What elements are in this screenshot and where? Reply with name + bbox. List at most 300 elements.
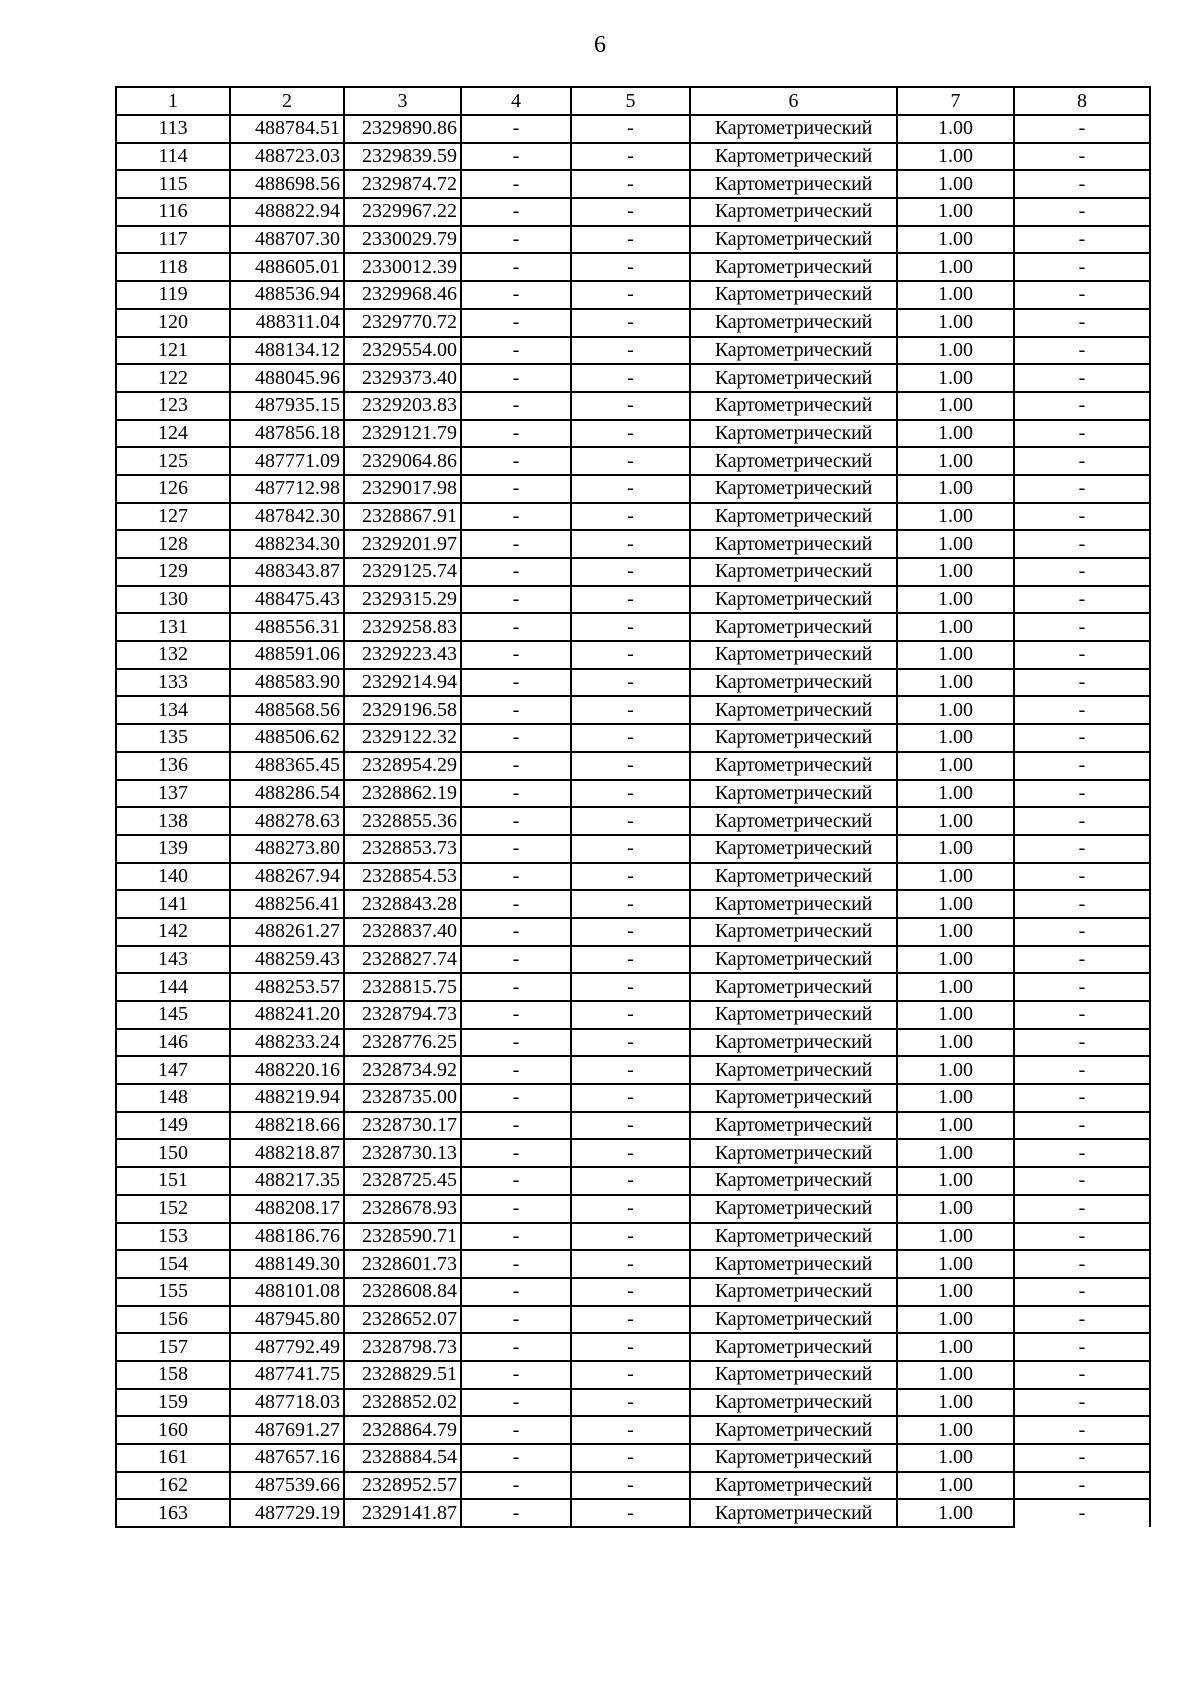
table-row bbox=[116, 1361, 1150, 1389]
column-4-cell: - bbox=[461, 420, 571, 448]
column-4-cell: - bbox=[461, 143, 571, 171]
method-cell: Картометрический bbox=[690, 1056, 897, 1084]
method-cell: Картометрический bbox=[690, 1444, 897, 1472]
x-coordinate-cell: 488605.01 bbox=[230, 253, 344, 281]
precision-cell: 1.00 bbox=[897, 1139, 1014, 1167]
precision-cell: 1.00 bbox=[897, 863, 1014, 891]
x-coordinate-cell: 488149.30 bbox=[230, 1250, 344, 1278]
precision-cell: 1.00 bbox=[897, 1306, 1014, 1334]
column-5-cell: - bbox=[571, 115, 690, 143]
y-coordinate-cell: 2328730.17 bbox=[344, 1112, 461, 1140]
point-number-cell: 152 bbox=[116, 1195, 230, 1223]
column-4-cell: - bbox=[461, 1223, 571, 1251]
y-coordinate-cell: 2329315.29 bbox=[344, 586, 461, 614]
column-4-cell: - bbox=[461, 641, 571, 669]
column-8-cell: - bbox=[1014, 170, 1150, 198]
y-coordinate-cell: 2328884.54 bbox=[344, 1444, 461, 1472]
column-5-cell: - bbox=[571, 143, 690, 171]
table-row bbox=[116, 503, 1150, 531]
y-coordinate-cell: 2330029.79 bbox=[344, 226, 461, 254]
precision-cell: 1.00 bbox=[897, 1361, 1014, 1389]
method-cell: Картометрический bbox=[690, 946, 897, 974]
column-4-cell: - bbox=[461, 1499, 571, 1527]
y-coordinate-cell: 2329258.83 bbox=[344, 613, 461, 641]
y-coordinate-cell: 2329874.72 bbox=[344, 170, 461, 198]
precision-cell: 1.00 bbox=[897, 724, 1014, 752]
precision-cell: 1.00 bbox=[897, 1389, 1014, 1417]
y-coordinate-cell: 2328678.93 bbox=[344, 1195, 461, 1223]
x-coordinate-cell: 488723.03 bbox=[230, 143, 344, 171]
table-row bbox=[116, 724, 1150, 752]
method-cell: Картометрический bbox=[690, 1195, 897, 1223]
column-8-cell: - bbox=[1014, 669, 1150, 697]
y-coordinate-cell: 2329141.87 bbox=[344, 1499, 461, 1527]
y-coordinate-cell: 2330012.39 bbox=[344, 253, 461, 281]
method-cell: Картометрический bbox=[690, 1139, 897, 1167]
method-cell: Картометрический bbox=[690, 1223, 897, 1251]
precision-cell: 1.00 bbox=[897, 946, 1014, 974]
column-8-cell: - bbox=[1014, 973, 1150, 1001]
column-4-cell: - bbox=[461, 1444, 571, 1472]
method-cell: Картометрический bbox=[690, 253, 897, 281]
precision-cell: 1.00 bbox=[897, 696, 1014, 724]
point-number-cell: 161 bbox=[116, 1444, 230, 1472]
column-4-cell: - bbox=[461, 1029, 571, 1057]
precision-cell: 1.00 bbox=[897, 1333, 1014, 1361]
point-number-cell: 143 bbox=[116, 946, 230, 974]
column-8-cell: - bbox=[1014, 946, 1150, 974]
x-coordinate-cell: 488273.80 bbox=[230, 835, 344, 863]
column-5-cell: - bbox=[571, 807, 690, 835]
precision-cell: 1.00 bbox=[897, 337, 1014, 365]
y-coordinate-cell: 2329203.83 bbox=[344, 392, 461, 420]
column-header: 3 bbox=[344, 87, 461, 115]
point-number-cell: 156 bbox=[116, 1306, 230, 1334]
method-cell: Картометрический bbox=[690, 696, 897, 724]
table-body bbox=[116, 87, 1150, 1527]
column-header: 8 bbox=[1014, 87, 1150, 115]
point-number-cell: 128 bbox=[116, 530, 230, 558]
column-4-cell: - bbox=[461, 253, 571, 281]
x-coordinate-cell: 487718.03 bbox=[230, 1389, 344, 1417]
column-4-cell: - bbox=[461, 1278, 571, 1306]
precision-cell: 1.00 bbox=[897, 530, 1014, 558]
table-row bbox=[116, 170, 1150, 198]
column-4-cell: - bbox=[461, 780, 571, 808]
column-8-cell: - bbox=[1014, 281, 1150, 309]
table-row bbox=[116, 1167, 1150, 1195]
column-8-cell: - bbox=[1014, 1112, 1150, 1140]
column-8-cell: - bbox=[1014, 1001, 1150, 1029]
column-8-cell: - bbox=[1014, 918, 1150, 946]
column-5-cell: - bbox=[571, 309, 690, 337]
column-8-cell: - bbox=[1014, 696, 1150, 724]
table-row bbox=[116, 696, 1150, 724]
column-4-cell: - bbox=[461, 1389, 571, 1417]
point-number-cell: 132 bbox=[116, 641, 230, 669]
column-4-cell: - bbox=[461, 364, 571, 392]
column-4-cell: - bbox=[461, 613, 571, 641]
column-8-cell: - bbox=[1014, 530, 1150, 558]
x-coordinate-cell: 488261.27 bbox=[230, 918, 344, 946]
column-5-cell: - bbox=[571, 1112, 690, 1140]
y-coordinate-cell: 2328735.00 bbox=[344, 1084, 461, 1112]
column-5-cell: - bbox=[571, 890, 690, 918]
x-coordinate-cell: 488475.43 bbox=[230, 586, 344, 614]
x-coordinate-cell: 488253.57 bbox=[230, 973, 344, 1001]
column-header: 2 bbox=[230, 87, 344, 115]
column-8-cell: - bbox=[1014, 420, 1150, 448]
method-cell: Картометрический bbox=[690, 1306, 897, 1334]
y-coordinate-cell: 2329890.86 bbox=[344, 115, 461, 143]
point-number-cell: 138 bbox=[116, 807, 230, 835]
column-8-cell: - bbox=[1014, 558, 1150, 586]
column-5-cell: - bbox=[571, 420, 690, 448]
point-number-cell: 163 bbox=[116, 1499, 230, 1527]
x-coordinate-cell: 488311.04 bbox=[230, 309, 344, 337]
column-5-cell: - bbox=[571, 752, 690, 780]
column-5-cell: - bbox=[571, 613, 690, 641]
table-row bbox=[116, 1499, 1150, 1527]
column-4-cell: - bbox=[461, 115, 571, 143]
x-coordinate-cell: 488218.87 bbox=[230, 1139, 344, 1167]
y-coordinate-cell: 2328855.36 bbox=[344, 807, 461, 835]
column-4-cell: - bbox=[461, 1250, 571, 1278]
y-coordinate-cell: 2329121.79 bbox=[344, 420, 461, 448]
table-row bbox=[116, 1278, 1150, 1306]
column-8-cell: - bbox=[1014, 1223, 1150, 1251]
column-8-cell: - bbox=[1014, 724, 1150, 752]
method-cell: Картометрический bbox=[690, 143, 897, 171]
column-4-cell: - bbox=[461, 918, 571, 946]
precision-cell: 1.00 bbox=[897, 281, 1014, 309]
precision-cell: 1.00 bbox=[897, 1167, 1014, 1195]
point-number-cell: 137 bbox=[116, 780, 230, 808]
method-cell: Картометрический bbox=[690, 807, 897, 835]
method-cell: Картометрический bbox=[690, 170, 897, 198]
table-row bbox=[116, 309, 1150, 337]
precision-cell: 1.00 bbox=[897, 780, 1014, 808]
column-4-cell: - bbox=[461, 226, 571, 254]
y-coordinate-cell: 2328853.73 bbox=[344, 835, 461, 863]
point-number-cell: 127 bbox=[116, 503, 230, 531]
page-number: 6 bbox=[594, 32, 606, 58]
precision-cell: 1.00 bbox=[897, 115, 1014, 143]
y-coordinate-cell: 2328725.45 bbox=[344, 1167, 461, 1195]
column-4-cell: - bbox=[461, 392, 571, 420]
column-4-cell: - bbox=[461, 1112, 571, 1140]
y-coordinate-cell: 2329554.00 bbox=[344, 337, 461, 365]
point-number-cell: 120 bbox=[116, 309, 230, 337]
y-coordinate-cell: 2328829.51 bbox=[344, 1361, 461, 1389]
precision-cell: 1.00 bbox=[897, 198, 1014, 226]
column-4-cell: - bbox=[461, 890, 571, 918]
column-5-cell: - bbox=[571, 641, 690, 669]
point-number-cell: 114 bbox=[116, 143, 230, 171]
x-coordinate-cell: 487691.27 bbox=[230, 1416, 344, 1444]
column-8-cell: - bbox=[1014, 1056, 1150, 1084]
precision-cell: 1.00 bbox=[897, 1416, 1014, 1444]
precision-cell: 1.00 bbox=[897, 752, 1014, 780]
x-coordinate-cell: 487842.30 bbox=[230, 503, 344, 531]
column-5-cell: - bbox=[571, 392, 690, 420]
table-row bbox=[116, 613, 1150, 641]
precision-cell: 1.00 bbox=[897, 1499, 1014, 1527]
column-5-cell: - bbox=[571, 475, 690, 503]
precision-cell: 1.00 bbox=[897, 1001, 1014, 1029]
point-number-cell: 119 bbox=[116, 281, 230, 309]
column-4-cell: - bbox=[461, 835, 571, 863]
column-5-cell: - bbox=[571, 1361, 690, 1389]
point-number-cell: 133 bbox=[116, 669, 230, 697]
y-coordinate-cell: 2328852.02 bbox=[344, 1389, 461, 1417]
y-coordinate-cell: 2328730.13 bbox=[344, 1139, 461, 1167]
y-coordinate-cell: 2328652.07 bbox=[344, 1306, 461, 1334]
x-coordinate-cell: 488506.62 bbox=[230, 724, 344, 752]
method-cell: Картометрический bbox=[690, 890, 897, 918]
y-coordinate-cell: 2328815.75 bbox=[344, 973, 461, 1001]
precision-cell: 1.00 bbox=[897, 364, 1014, 392]
method-cell: Картометрический bbox=[690, 337, 897, 365]
x-coordinate-cell: 488707.30 bbox=[230, 226, 344, 254]
column-4-cell: - bbox=[461, 1139, 571, 1167]
table-row bbox=[116, 918, 1150, 946]
table-row bbox=[116, 558, 1150, 586]
column-4-cell: - bbox=[461, 807, 571, 835]
x-coordinate-cell: 487792.49 bbox=[230, 1333, 344, 1361]
column-5-cell: - bbox=[571, 1223, 690, 1251]
point-number-cell: 150 bbox=[116, 1139, 230, 1167]
column-8-cell: - bbox=[1014, 1472, 1150, 1500]
column-4-cell: - bbox=[461, 1056, 571, 1084]
table-row bbox=[116, 669, 1150, 697]
table-row bbox=[116, 530, 1150, 558]
table-row bbox=[116, 447, 1150, 475]
column-8-cell: - bbox=[1014, 1167, 1150, 1195]
x-coordinate-cell: 488045.96 bbox=[230, 364, 344, 392]
column-4-cell: - bbox=[461, 863, 571, 891]
column-5-cell: - bbox=[571, 724, 690, 752]
column-5-cell: - bbox=[571, 1389, 690, 1417]
column-8-cell: - bbox=[1014, 613, 1150, 641]
column-8-cell: - bbox=[1014, 198, 1150, 226]
x-coordinate-cell: 488784.51 bbox=[230, 115, 344, 143]
column-5-cell: - bbox=[571, 669, 690, 697]
point-number-cell: 153 bbox=[116, 1223, 230, 1251]
column-8-cell: - bbox=[1014, 253, 1150, 281]
x-coordinate-cell: 488343.87 bbox=[230, 558, 344, 586]
x-coordinate-cell: 487945.80 bbox=[230, 1306, 344, 1334]
point-number-cell: 157 bbox=[116, 1333, 230, 1361]
x-coordinate-cell: 488134.12 bbox=[230, 337, 344, 365]
precision-cell: 1.00 bbox=[897, 1278, 1014, 1306]
y-coordinate-cell: 2329017.98 bbox=[344, 475, 461, 503]
y-coordinate-cell: 2329968.46 bbox=[344, 281, 461, 309]
point-number-cell: 115 bbox=[116, 170, 230, 198]
x-coordinate-cell: 488267.94 bbox=[230, 863, 344, 891]
column-8-cell: - bbox=[1014, 143, 1150, 171]
y-coordinate-cell: 2328952.57 bbox=[344, 1472, 461, 1500]
precision-cell: 1.00 bbox=[897, 1444, 1014, 1472]
x-coordinate-cell: 488556.31 bbox=[230, 613, 344, 641]
column-5-cell: - bbox=[571, 530, 690, 558]
column-5-cell: - bbox=[571, 586, 690, 614]
column-5-cell: - bbox=[571, 1029, 690, 1057]
table-row bbox=[116, 1112, 1150, 1140]
y-coordinate-cell: 2328827.74 bbox=[344, 946, 461, 974]
method-cell: Картометрический bbox=[690, 1333, 897, 1361]
column-4-cell: - bbox=[461, 281, 571, 309]
precision-cell: 1.00 bbox=[897, 1472, 1014, 1500]
x-coordinate-cell: 487657.16 bbox=[230, 1444, 344, 1472]
point-number-cell: 129 bbox=[116, 558, 230, 586]
method-cell: Картометрический bbox=[690, 641, 897, 669]
column-8-cell: - bbox=[1014, 586, 1150, 614]
column-4-cell: - bbox=[461, 973, 571, 1001]
column-4-cell: - bbox=[461, 1472, 571, 1500]
table-row bbox=[116, 1389, 1150, 1417]
table-row bbox=[116, 1001, 1150, 1029]
point-number-cell: 113 bbox=[116, 115, 230, 143]
precision-cell: 1.00 bbox=[897, 1223, 1014, 1251]
method-cell: Картометрический bbox=[690, 835, 897, 863]
column-5-cell: - bbox=[571, 946, 690, 974]
x-coordinate-cell: 488536.94 bbox=[230, 281, 344, 309]
column-4-cell: - bbox=[461, 447, 571, 475]
table-row bbox=[116, 1223, 1150, 1251]
table-row bbox=[116, 281, 1150, 309]
x-coordinate-cell: 488259.43 bbox=[230, 946, 344, 974]
table-row bbox=[116, 1472, 1150, 1500]
precision-cell: 1.00 bbox=[897, 1056, 1014, 1084]
method-cell: Картометрический bbox=[690, 281, 897, 309]
precision-cell: 1.00 bbox=[897, 558, 1014, 586]
table-row bbox=[116, 115, 1150, 143]
column-5-cell: - bbox=[571, 863, 690, 891]
table-row bbox=[116, 1195, 1150, 1223]
precision-cell: 1.00 bbox=[897, 253, 1014, 281]
table-row bbox=[116, 337, 1150, 365]
column-4-cell: - bbox=[461, 1195, 571, 1223]
point-number-cell: 124 bbox=[116, 420, 230, 448]
column-header: 1 bbox=[116, 87, 230, 115]
y-coordinate-cell: 2328867.91 bbox=[344, 503, 461, 531]
y-coordinate-cell: 2329223.43 bbox=[344, 641, 461, 669]
method-cell: Картометрический bbox=[690, 364, 897, 392]
y-coordinate-cell: 2329770.72 bbox=[344, 309, 461, 337]
column-4-cell: - bbox=[461, 724, 571, 752]
x-coordinate-cell: 487935.15 bbox=[230, 392, 344, 420]
column-5-cell: - bbox=[571, 1472, 690, 1500]
column-4-cell: - bbox=[461, 752, 571, 780]
table-row bbox=[116, 475, 1150, 503]
y-coordinate-cell: 2328608.84 bbox=[344, 1278, 461, 1306]
precision-cell: 1.00 bbox=[897, 1250, 1014, 1278]
precision-cell: 1.00 bbox=[897, 1112, 1014, 1140]
x-coordinate-cell: 487856.18 bbox=[230, 420, 344, 448]
y-coordinate-cell: 2329839.59 bbox=[344, 143, 461, 171]
x-coordinate-cell: 488591.06 bbox=[230, 641, 344, 669]
method-cell: Картометрический bbox=[690, 863, 897, 891]
column-8-cell: - bbox=[1014, 309, 1150, 337]
column-4-cell: - bbox=[461, 1001, 571, 1029]
table-row bbox=[116, 364, 1150, 392]
table-row bbox=[116, 752, 1150, 780]
point-number-cell: 126 bbox=[116, 475, 230, 503]
table-row bbox=[116, 1250, 1150, 1278]
column-5-cell: - bbox=[571, 1333, 690, 1361]
method-cell: Картометрический bbox=[690, 918, 897, 946]
column-5-cell: - bbox=[571, 1416, 690, 1444]
x-coordinate-cell: 487539.66 bbox=[230, 1472, 344, 1500]
column-5-cell: - bbox=[571, 558, 690, 586]
method-cell: Картометрический bbox=[690, 115, 897, 143]
column-8-cell: - bbox=[1014, 1361, 1150, 1389]
table-row bbox=[116, 198, 1150, 226]
header-row bbox=[116, 87, 1150, 115]
column-4-cell: - bbox=[461, 696, 571, 724]
table-row bbox=[116, 807, 1150, 835]
method-cell: Картометрический bbox=[690, 1250, 897, 1278]
column-8-cell: - bbox=[1014, 447, 1150, 475]
y-coordinate-cell: 2329967.22 bbox=[344, 198, 461, 226]
table-row bbox=[116, 973, 1150, 1001]
point-number-cell: 121 bbox=[116, 337, 230, 365]
table-row bbox=[116, 890, 1150, 918]
column-4-cell: - bbox=[461, 309, 571, 337]
method-cell: Картометрический bbox=[690, 1278, 897, 1306]
point-number-cell: 139 bbox=[116, 835, 230, 863]
column-8-cell: - bbox=[1014, 1499, 1150, 1527]
column-4-cell: - bbox=[461, 586, 571, 614]
method-cell: Картометрический bbox=[690, 309, 897, 337]
table-row bbox=[116, 1139, 1150, 1167]
precision-cell: 1.00 bbox=[897, 392, 1014, 420]
column-8-cell: - bbox=[1014, 835, 1150, 863]
table-row bbox=[116, 1084, 1150, 1112]
method-cell: Картометрический bbox=[690, 198, 897, 226]
column-5-cell: - bbox=[571, 918, 690, 946]
precision-cell: 1.00 bbox=[897, 1195, 1014, 1223]
method-cell: Картометрический bbox=[690, 420, 897, 448]
y-coordinate-cell: 2328794.73 bbox=[344, 1001, 461, 1029]
precision-cell: 1.00 bbox=[897, 309, 1014, 337]
point-number-cell: 162 bbox=[116, 1472, 230, 1500]
column-5-cell: - bbox=[571, 973, 690, 1001]
precision-cell: 1.00 bbox=[897, 890, 1014, 918]
point-number-cell: 146 bbox=[116, 1029, 230, 1057]
column-8-cell: - bbox=[1014, 890, 1150, 918]
point-number-cell: 144 bbox=[116, 973, 230, 1001]
column-5-cell: - bbox=[571, 1056, 690, 1084]
column-header: 6 bbox=[690, 87, 897, 115]
x-coordinate-cell: 488822.94 bbox=[230, 198, 344, 226]
column-4-cell: - bbox=[461, 669, 571, 697]
column-5-cell: - bbox=[571, 1444, 690, 1472]
y-coordinate-cell: 2328734.92 bbox=[344, 1056, 461, 1084]
table-row bbox=[116, 1416, 1150, 1444]
method-cell: Картометрический bbox=[690, 447, 897, 475]
y-coordinate-cell: 2328798.73 bbox=[344, 1333, 461, 1361]
precision-cell: 1.00 bbox=[897, 503, 1014, 531]
column-5-cell: - bbox=[571, 170, 690, 198]
column-4-cell: - bbox=[461, 475, 571, 503]
table-row bbox=[116, 946, 1150, 974]
y-coordinate-cell: 2328601.73 bbox=[344, 1250, 461, 1278]
x-coordinate-cell: 488218.66 bbox=[230, 1112, 344, 1140]
table-row bbox=[116, 1056, 1150, 1084]
column-5-cell: - bbox=[571, 1167, 690, 1195]
